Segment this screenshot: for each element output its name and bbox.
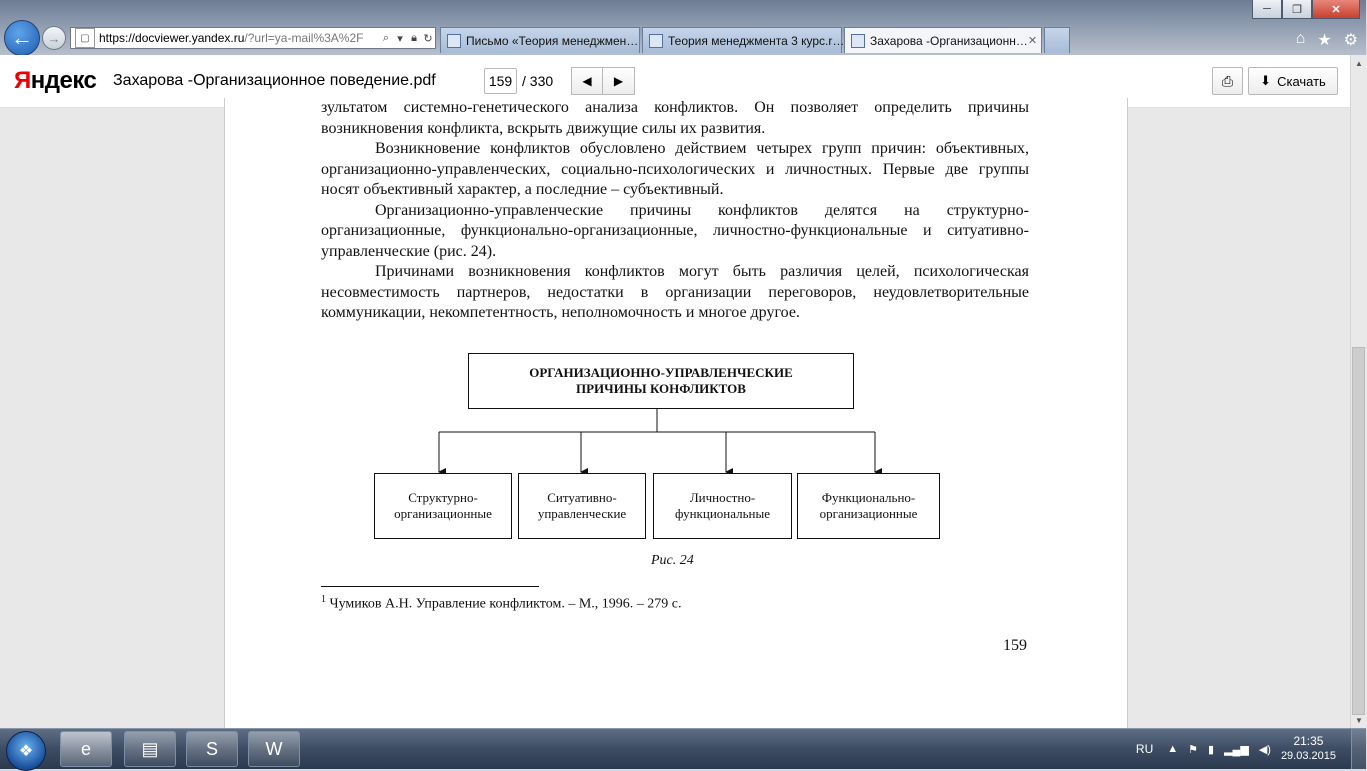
box-line-1: Структурно- [408,490,478,505]
tab-strip [440,27,1070,53]
scrollbar-thumb[interactable] [1352,347,1365,715]
url-text[interactable] [99,31,379,45]
page-number: 159 [1003,637,1027,654]
language-indicator[interactable]: RU [1135,742,1154,756]
minimize-button[interactable]: ─ [1252,0,1282,19]
tab-document-active[interactable] [844,27,1042,53]
mail-favicon-icon [447,34,461,48]
clock[interactable] [1281,734,1336,764]
paragraph: Причинами возникновения конфликтов могут быть различия целей, психологическая несовместимость партнеров, недостатки в организации переговоров, неудовлетворительные коммуникации, некомпетентность, неполномочность и многое другое. [321,263,1029,321]
network-icon[interactable]: ▮ [1208,743,1215,756]
figure-diagram [225,98,1127,738]
arrow-right-icon: → [47,30,61,46]
windows-logo-icon: ❖ [18,743,34,760]
document-favicon-icon [649,34,663,48]
tab-label: Письмо «Теория менеджмен… [466,33,639,48]
taskbar-explorer[interactable] [124,731,176,767]
clock-time: 21:35 [1293,734,1324,748]
skype-icon: S [205,738,218,759]
signal-icon[interactable]: ▂▄▆ [1224,743,1249,756]
box-line-1: Личностно- [689,490,756,505]
download-button[interactable] [1248,67,1338,95]
page-number-input[interactable]: 159 [484,68,517,94]
url-host: https://docviewer.yandex.ru [99,31,245,45]
diagram-box-situational [518,473,646,539]
document-favicon-icon [851,34,865,48]
diagram-connectors [225,98,1127,738]
file-title: Захарова -Организационное поведение.pdf [113,72,436,89]
show-desktop-button[interactable] [1351,729,1366,769]
refresh-icon[interactable]: ↻ [423,32,433,45]
paragraph: Возникновение конфликтов обусловлено действием четырех групп причин: объективных, организационно-управленческих, социально-психологических и личностных. Первые две группы носят объективный характер, а последние – субъективный. [321,140,1029,198]
footnote-separator [321,586,539,587]
figure-caption: Рис. 24 [651,553,694,568]
clock-date: 29.03.2015 [1280,750,1336,762]
document-viewer[interactable] [0,99,1350,728]
word-icon: W [265,738,283,759]
diagram-root-box [468,353,854,409]
action-center-flag-icon[interactable]: ⚑ [1188,743,1199,756]
scroll-down-icon[interactable]: ▼ [1355,715,1363,725]
prev-page-button[interactable] [571,67,603,95]
tab-close-icon[interactable]: ✕ [1027,35,1038,47]
diagram-box-structural [374,473,512,539]
page-icon: ▢ [75,28,95,48]
forward-button[interactable] [42,26,66,50]
root-line-2: ПРИЧИНЫ КОНФЛИКТОВ [576,381,746,396]
back-button[interactable] [4,20,40,56]
paragraph: Организационно-управленческие причины конфликтов делятся на структурно-организационные, функционально-организационные, личностно-функциональные и ситуативно-управленческие (рис. 24). [321,201,1029,260]
tab-label: Захарова -Организационн… [870,33,1028,48]
box-line-2: управленческие [537,506,627,521]
scroll-up-icon[interactable]: ▲ [1355,58,1363,68]
paragraph: зультатом системно-генетического анализа конфликтов. Он позволяет определить причины возникновения конфликта, вскрыть движущие силы их развития. [321,99,1029,137]
dropdown-icon[interactable]: ▾ [397,32,403,45]
download-icon: ⬇ [1260,73,1272,88]
close-window-button[interactable]: ✕ [1312,0,1360,19]
maximize-button[interactable]: ❐ [1282,0,1312,19]
triangle-left-icon: ◀ [582,74,592,88]
vertical-scrollbar[interactable] [1350,55,1367,728]
logo-rest: ндекс [30,67,97,94]
volume-icon[interactable]: ◀) [1258,743,1271,756]
address-bar[interactable] [70,27,436,49]
next-page-button[interactable] [603,67,635,95]
new-tab-button[interactable] [1044,27,1070,53]
search-icon[interactable]: ⌕ [382,31,390,44]
taskbar [0,728,1366,769]
box-line-1: Ситуативно- [547,490,617,505]
footnote-mark: 1 [321,594,326,605]
root-line-1: ОРГАНИЗАЦИОННО-УПРАВЛЕНЧЕСКИЕ [529,365,793,380]
yandex-logo[interactable] [14,67,96,95]
system-tray [1136,729,1366,769]
download-label: Скачать [1277,73,1326,89]
printer-icon: ⎙ [1221,72,1234,89]
page-total: / 330 [522,73,554,89]
taskbar-skype[interactable] [186,731,238,767]
favorites-star-icon[interactable]: ★ [1317,32,1332,49]
tab-mail[interactable] [440,27,640,53]
box-line-1: Функционально- [821,490,916,505]
page-navigation [571,67,635,95]
url-path: /?url=ya-mail%3A%2F [244,31,364,45]
box-line-2: организационные [819,506,918,521]
tab-document-1[interactable] [642,27,845,53]
diagram-box-personal [653,473,792,539]
home-icon[interactable]: ⌂ [1295,30,1306,47]
internet-explorer-icon: e [80,738,91,759]
browser-chrome [0,0,1366,55]
triangle-right-icon: ▶ [613,74,624,88]
taskbar-word[interactable] [248,731,300,767]
lock-icon[interactable]: 🔒︎ [411,31,417,44]
window-controls [1252,0,1360,19]
settings-gear-icon[interactable]: ⚙ [1343,32,1358,49]
taskbar-ie[interactable] [60,731,112,767]
document-page [224,98,1128,738]
tab-label: Теория менеджмента 3 курс.r… [668,33,845,48]
box-line-2: организационные [394,506,492,521]
arrow-left-icon: ← [11,25,33,50]
footnote-text: Чумиков А.Н. Управление конфликтом. – М., 1996. – 279 с. [326,596,682,612]
folder-icon: ▤ [141,738,159,759]
box-line-2: функциональные [674,506,770,521]
logo-first-letter: Я [14,67,31,94]
footnote [321,594,682,613]
print-button[interactable] [1212,67,1243,95]
diagram-box-functional [797,473,940,539]
show-hidden-icons-icon[interactable]: ▲ [1167,743,1179,755]
browser-tools [1296,30,1358,50]
start-button[interactable] [6,731,46,771]
